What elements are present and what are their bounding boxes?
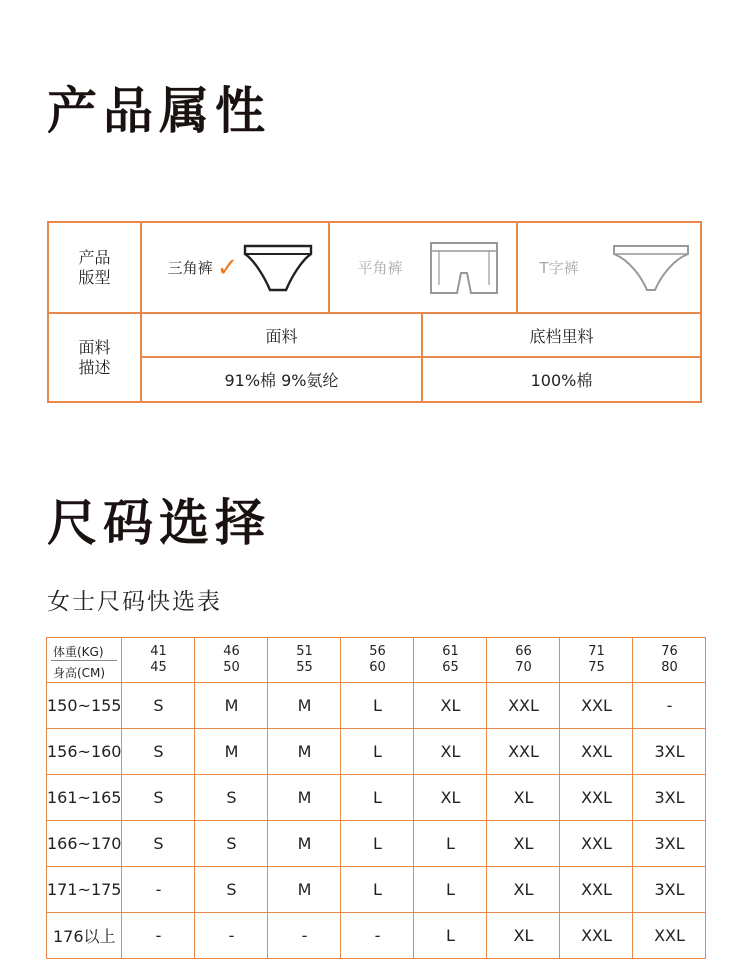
corner-cell: [47, 638, 122, 683]
weight-header: [414, 638, 487, 683]
size-cell: XXL: [560, 913, 633, 959]
fabric-value: 91%棉 9%氨纶: [224, 371, 339, 390]
size-cell: L: [414, 913, 487, 959]
size-cell: 3XL: [633, 821, 706, 867]
thong-icon: [611, 242, 691, 294]
size-cell: L: [414, 867, 487, 913]
size-cell: -: [633, 683, 706, 729]
fabric-label-line1: 面料: [78, 337, 111, 357]
height-range-label: 176以上: [47, 913, 122, 959]
size-chart-subtitle: 女士尺码快选表: [47, 589, 222, 615]
fabric-header: 面料: [265, 326, 298, 346]
weight-min: 61: [442, 644, 459, 659]
weight-axis-label: 体重(KG): [53, 645, 104, 659]
size-cell: M: [268, 775, 341, 821]
fabric-header-cell: [142, 314, 423, 358]
fit-label-cell: [49, 223, 142, 314]
lining-header: 底档里料: [529, 326, 594, 346]
size-cell: M: [268, 683, 341, 729]
size-cell: M: [268, 821, 341, 867]
size-cell: L: [341, 683, 414, 729]
size-cell: 3XL: [633, 775, 706, 821]
size-chart-header-row: [47, 638, 706, 683]
weight-header: [487, 638, 560, 683]
size-cell: XXL: [560, 775, 633, 821]
size-cell: -: [268, 913, 341, 959]
fit-label-line2: 版型: [78, 267, 111, 287]
section-title-size-selection: 尺码选择: [47, 494, 271, 552]
table-row: [47, 683, 706, 729]
lining-value-cell: [423, 358, 700, 401]
size-chart-table: [46, 637, 706, 959]
size-cell: S: [195, 775, 268, 821]
size-cell: XL: [414, 729, 487, 775]
size-cell: L: [341, 821, 414, 867]
size-cell: S: [122, 821, 195, 867]
size-cell: XXL: [560, 729, 633, 775]
size-cell: L: [414, 821, 487, 867]
weight-min: 76: [661, 644, 678, 659]
size-cell: XXL: [560, 821, 633, 867]
weight-min: 66: [515, 644, 532, 659]
height-range-label: 166~170: [47, 821, 122, 867]
weight-max: 55: [296, 660, 313, 675]
weight-max: 75: [588, 660, 605, 675]
size-cell: S: [122, 683, 195, 729]
briefs-icon: [242, 242, 314, 294]
weight-min: 56: [369, 644, 386, 659]
size-cell: L: [341, 867, 414, 913]
size-cell: -: [341, 913, 414, 959]
corner-divider: [51, 660, 117, 661]
product-attribute-table: [47, 221, 702, 403]
height-range-label: 150~155: [47, 683, 122, 729]
size-cell: -: [122, 867, 195, 913]
fabric-label-line2: 描述: [78, 357, 111, 377]
weight-min: 41: [150, 644, 167, 659]
weight-max: 60: [369, 660, 386, 675]
size-cell: XXL: [560, 867, 633, 913]
weight-min: 46: [223, 644, 240, 659]
type-option-briefs: [142, 223, 330, 314]
type-label-boxer: 平角裤: [357, 259, 403, 277]
weight-header: [560, 638, 633, 683]
weight-header: [195, 638, 268, 683]
weight-min: 71: [588, 644, 605, 659]
size-cell: XL: [414, 775, 487, 821]
size-cell: XXL: [487, 683, 560, 729]
size-cell: -: [195, 913, 268, 959]
size-cell: S: [122, 729, 195, 775]
weight-max: 45: [150, 660, 167, 675]
height-range-label: 171~175: [47, 867, 122, 913]
lining-header-cell: [423, 314, 700, 358]
weight-max: 80: [661, 660, 678, 675]
fabric-value-cell: [142, 358, 423, 401]
table-row: [47, 729, 706, 775]
size-cell: L: [341, 729, 414, 775]
size-cell: M: [268, 729, 341, 775]
weight-header: [341, 638, 414, 683]
boxer-icon: [427, 239, 501, 297]
size-cell: M: [195, 683, 268, 729]
type-label-briefs: 三角裤: [167, 259, 213, 277]
table-row: [47, 913, 706, 959]
fabric-label-cell: [49, 314, 142, 401]
height-range-label: 156~160: [47, 729, 122, 775]
type-label-thong: T字裤: [539, 259, 579, 277]
weight-header: [268, 638, 341, 683]
height-axis-label: 身高(CM): [53, 666, 106, 680]
weight-header: [122, 638, 195, 683]
weight-header: [633, 638, 706, 683]
lining-value: 100%棉: [530, 371, 593, 390]
type-option-thong: [518, 223, 700, 314]
table-row: [47, 821, 706, 867]
size-cell: XL: [487, 821, 560, 867]
size-cell: 3XL: [633, 867, 706, 913]
size-cell: 3XL: [633, 729, 706, 775]
weight-max: 65: [442, 660, 459, 675]
section-title-product-attributes: 产品属性: [47, 82, 271, 140]
size-cell: L: [341, 775, 414, 821]
table-row: [47, 775, 706, 821]
size-cell: -: [122, 913, 195, 959]
size-cell: XL: [487, 775, 560, 821]
height-range-label: 161~165: [47, 775, 122, 821]
type-option-boxer: [330, 223, 518, 314]
weight-max: 70: [515, 660, 532, 675]
table-row: [47, 867, 706, 913]
size-cell: XL: [414, 683, 487, 729]
size-cell: XL: [487, 913, 560, 959]
size-cell: M: [268, 867, 341, 913]
size-cell: XL: [487, 867, 560, 913]
size-chart-body: [47, 683, 706, 959]
size-cell: S: [195, 821, 268, 867]
size-cell: XXL: [560, 683, 633, 729]
fit-label-line1: 产品: [78, 247, 111, 267]
weight-min: 51: [296, 644, 313, 659]
size-cell: XXL: [487, 729, 560, 775]
check-icon: ✓: [216, 252, 239, 283]
size-cell: S: [122, 775, 195, 821]
size-cell: M: [195, 729, 268, 775]
weight-max: 50: [223, 660, 240, 675]
size-cell: S: [195, 867, 268, 913]
size-cell: XXL: [633, 913, 706, 959]
